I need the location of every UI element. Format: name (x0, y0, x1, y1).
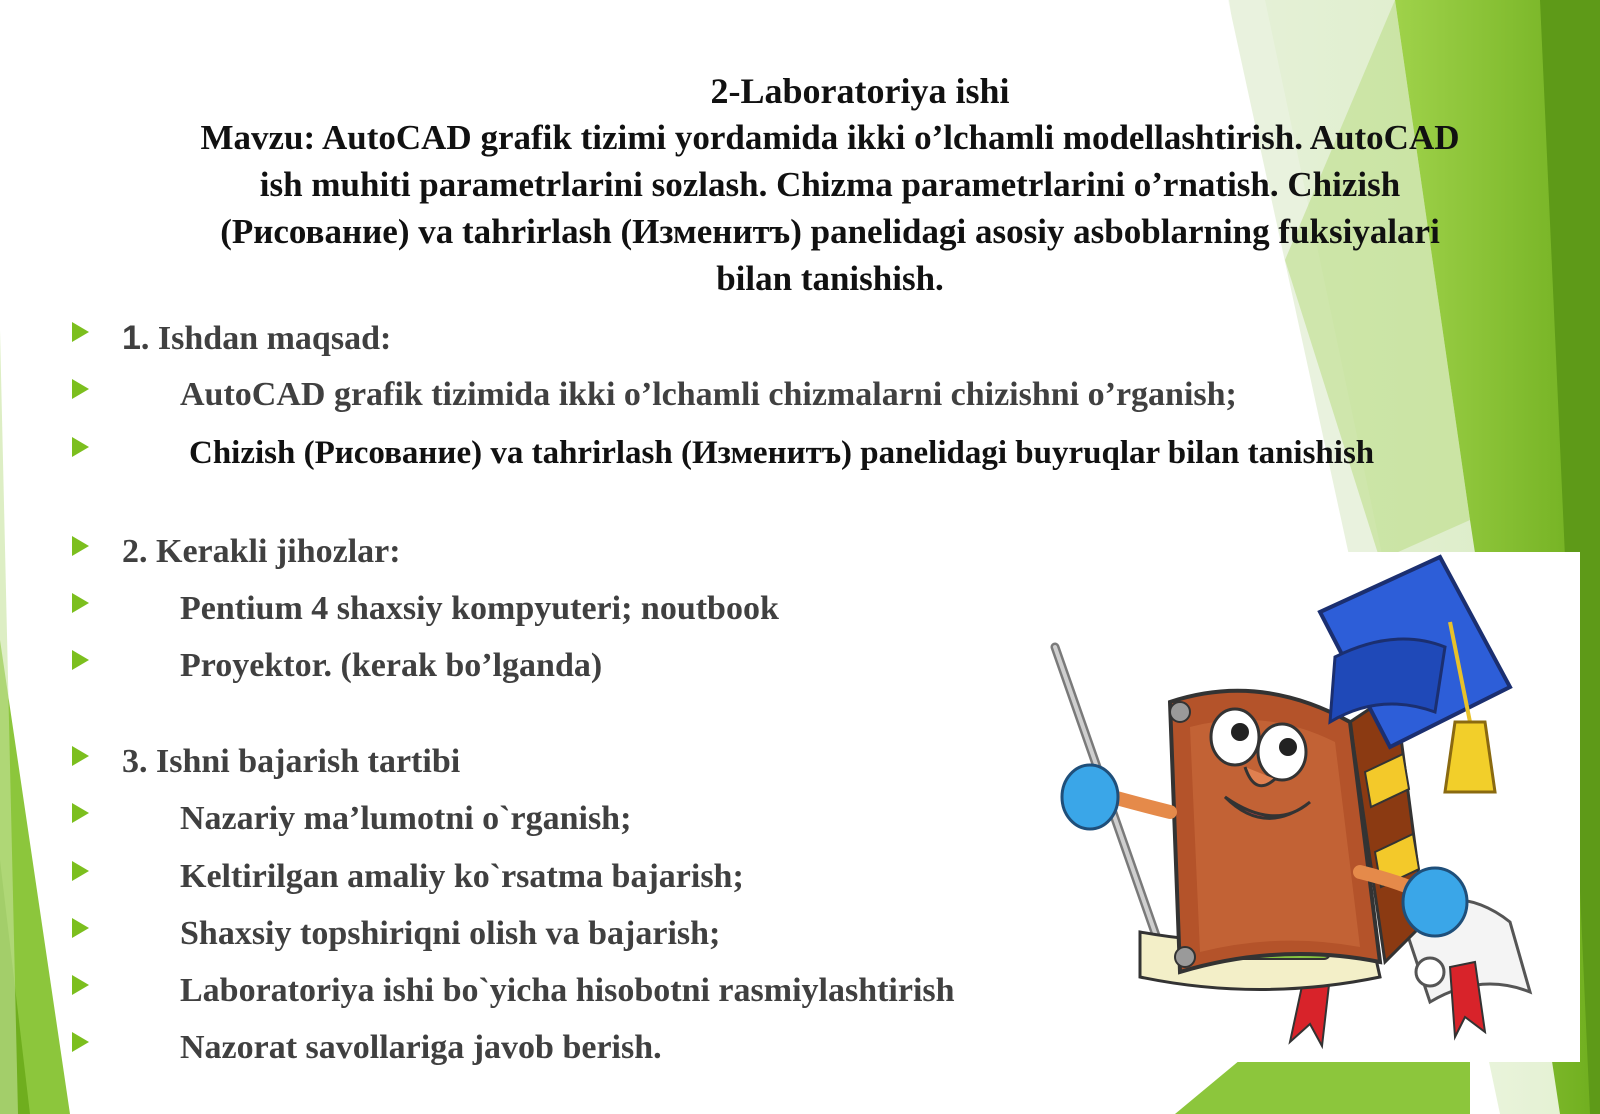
list-item (0, 532, 1500, 578)
procedure-item-5: Nazorat savollariga javob berish. (180, 1029, 662, 1066)
list-item (0, 742, 1500, 788)
section-heading-goal: 1. Ishdan maqsad: (122, 319, 392, 357)
section-heading-procedure: 3. Ishni bajarish tartibi (122, 743, 461, 780)
equipment-item-2: Proyektor. (kerak bo’lganda) (180, 647, 603, 684)
bullet-arrow-icon (72, 437, 89, 457)
bullet-arrow-icon (72, 803, 89, 823)
list-item (0, 914, 1500, 960)
bullet-arrow-icon (72, 975, 89, 995)
bullet-arrow-icon (72, 1032, 89, 1052)
list-item (0, 646, 1500, 692)
list-item (0, 1028, 1500, 1074)
list-item (0, 375, 1500, 421)
subtitle-line-2: ish muhiti parametrlarini sozlash. Chizma parametrlarini o’rnatish. Chizish (259, 165, 1401, 204)
subtitle-line-4: bilan tanishish. (716, 259, 944, 298)
subtitle-line-1: Mavzu: AutoCAD grafik tizimi yordamida ikki o’lchamli modellashtirish. AutoCAD (200, 118, 1460, 157)
bullet-arrow-icon (72, 593, 89, 613)
procedure-item-2: Keltirilgan amaliy ko`rsatma bajarish; (180, 858, 744, 895)
list-item (0, 971, 1500, 1017)
bullet-arrow-icon (72, 379, 89, 399)
bullet-arrow-icon (72, 746, 89, 766)
goal-item-1: AutoCAD grafik tizimida ikki o’lchamli chizmalarni chizishni o’rganish; (180, 376, 1237, 413)
subtitle-line-3: (Рисование) va tahrirlash (Изменитъ) panelidagi asosiy asboblarning fuksiyalari (220, 212, 1440, 251)
list-item (0, 589, 1500, 635)
procedure-item-1: Nazariy ma’lumotni o`rganish; (180, 800, 632, 837)
bullet-arrow-icon (72, 322, 89, 342)
equipment-item-1: Pentium 4 shaxsiy kompyuteri; noutbook (180, 590, 779, 627)
bullet-arrow-icon (72, 918, 89, 938)
list-item (0, 318, 1500, 364)
list-item (0, 799, 1500, 845)
bullet-arrow-icon (72, 861, 89, 881)
bullet-arrow-icon (72, 536, 89, 556)
title-block (110, 68, 1550, 302)
slide-title: 2-Laboratoriya ishi (710, 71, 1010, 111)
bullet-arrow-icon (72, 650, 89, 670)
list-item (0, 857, 1500, 903)
procedure-item-4: Laboratoriya ishi bo`yicha hisobotni rasmiylashtirish (180, 972, 955, 1009)
procedure-item-3: Shaxsiy topshiriqni olish va bajarish; (180, 915, 721, 952)
section-heading-equipment: 2. Kerakli jihozlar: (122, 533, 401, 570)
goal-item-2: Chizish (Рисование) va tahrirlash (Изменитъ) panelidagi buyruqlar bilan tanishish (189, 435, 1375, 471)
list-item (0, 433, 1500, 479)
